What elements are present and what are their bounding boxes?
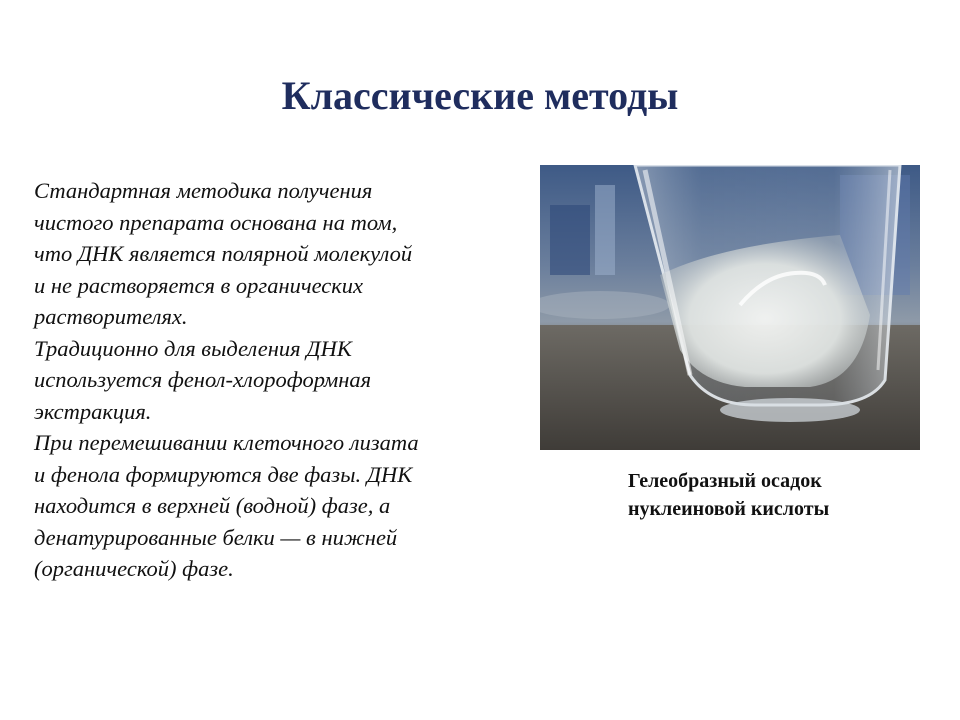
slide-title: Классические методы [281, 73, 679, 118]
body-line: При перемешивании клеточного лизата [34, 430, 419, 455]
body-line: находится в верхней (водной) фазе, а [34, 493, 391, 518]
precipitate-photo [540, 165, 920, 450]
caption-line: нуклеиновой кислоты [628, 498, 830, 520]
caption-line: Гелеобразный осадок [628, 470, 822, 492]
body-line: Традиционно для выделения ДНК [34, 335, 352, 361]
body-line: экстракция. [34, 398, 152, 424]
body-line: и фенола формируются две фазы. ДНК [34, 461, 413, 487]
body-line: и не растворяется в органических [34, 272, 364, 298]
body-line: используется фенол-хлороформная [34, 367, 372, 392]
body-line: денатурированные белки — в нижней [34, 524, 398, 550]
photo-caption [628, 467, 928, 523]
body-line: (органической) фазе. [34, 556, 234, 581]
body-line: Стандартная методика получения [34, 178, 373, 203]
body-line: чистого препарата основана на том, [34, 209, 398, 235]
body-line: что ДНК является полярной молекулой [34, 241, 413, 266]
body-text [34, 175, 504, 585]
body-line: растворителях. [34, 304, 188, 329]
